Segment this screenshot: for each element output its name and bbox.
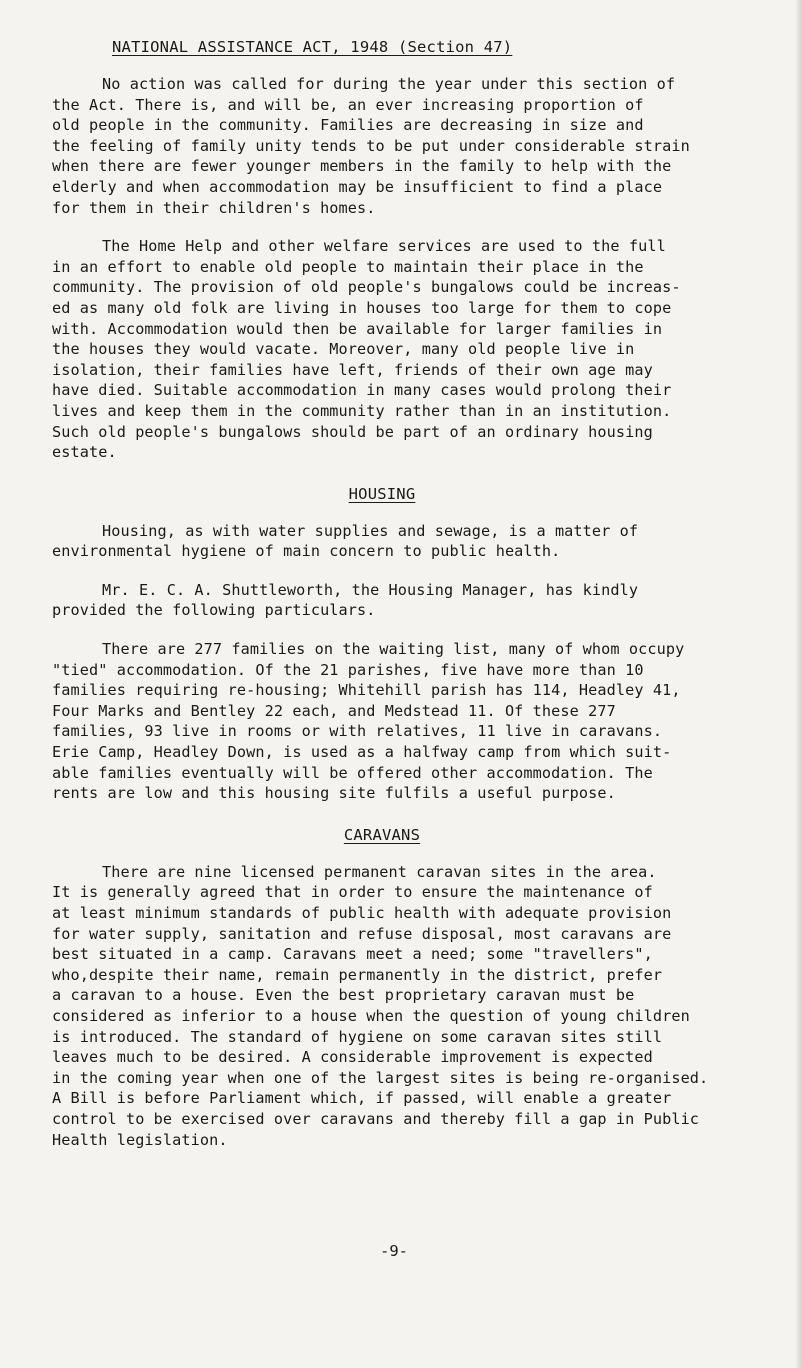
paragraph-housing-3: There are 277 families on the waiting list, many of whom occupy "tied" accommodation. Of the 21 parishes, five have more than 10 families requiring re-housing; Whitehill parish has 114, Headley 41, Four Marks and Bentley 22 each, and Medstead 11. Of these 277 families, 93 live in rooms or with relatives, 11 live in caravans. Erie Camp, Headley Down, is used as a halfway camp from which suit- able families eventually will be offered other accommodation. The rents are low and this housing site fulfils a useful purpose. (52, 640, 685, 803)
paragraph-housing-1: Housing, as with water supplies and sewage, is a matter of environmental hygiene of main concern to public health. (52, 521, 639, 561)
paragraph-housing-2: Mr. E. C. A. Shuttleworth, the Housing Manager, has kindly provided the following particulars. (52, 580, 639, 620)
page-number: -9- (380, 1242, 408, 1260)
housing-heading: HOUSING (348, 484, 416, 503)
paragraph-intro-1: No action was called for during the year under this section of the Act. There is, and will be, an ever increasing proportion of old people in the community. Families are decreasing in size and the feeling of family unity tends to be put under considerable strain when there are fewer younger members in the family to help with the elderly and when accommodation may be insufficient to find a place for them in their children's homes. (52, 75, 690, 217)
paragraph-caravans-1: There are nine licensed permanent caravan sites in the area. It is generally agreed that in order to ensure the maintenance of at least minimum standards of public health with adequate provision for water supply, sanitation and refuse disposal, most caravans are best situated in a camp. Caravans meet a need; some "travellers", who,despite their name, remain permanently in the district, prefer a caravan to a house. Even the best proprietary caravan must be considered as inferior to a house when the question of young children is introduced. The standard of hygiene on some caravan sites still leaves much to be desired. A considerable improvement is expected in the coming year when one of the largest sites is being re-organised. A Bill is before Parliament which, if passed, will enable a greater control to be exercised over caravans and thereby fill a gap in Public Health legislation. (52, 862, 709, 1149)
document-body (52, 38, 792, 1168)
page-edge-shadow (795, 0, 801, 1368)
caravans-heading: CARAVANS (343, 825, 421, 844)
paragraph-intro-2: The Home Help and other welfare services are used to the full in an effort to enable old people to maintain their place in the community. The provision of old people's bungalows could be increas- ed as many old folk are living in houses too large for them to cope with. Accommodation would then be available for larger families in the houses they would vacate. Moreover, many old people live in isolation, their families have left, friends of their own age may have died. Suitable accommodation in many cases would prolong their lives and keep them in the community rather than in an institution. Such old people's bungalows should be part of an ordinary housing estate. (52, 237, 681, 462)
section-title: NATIONAL ASSISTANCE ACT, 1948 (Section 47) (112, 38, 513, 56)
